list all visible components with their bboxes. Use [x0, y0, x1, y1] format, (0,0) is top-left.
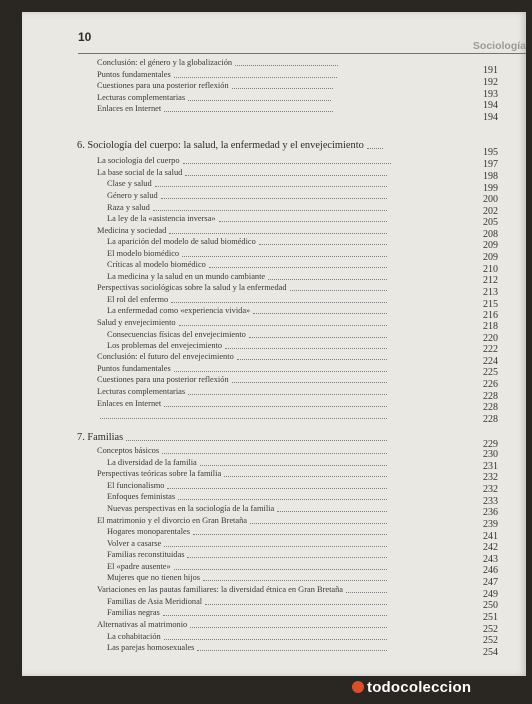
toc-entry — [107, 202, 387, 213]
toc-label: Conclusión: el futuro del envejecimiento — [97, 352, 234, 361]
toc-label: 7. Familias — [77, 432, 124, 443]
leader-dots — [277, 511, 387, 512]
toc-label: La medicina y la salud en un mundo cambiante — [107, 272, 266, 281]
toc-entry — [107, 329, 387, 340]
toc-page-number: 191 — [483, 65, 498, 76]
toc-label: Consecuencias físicas del envejecimiento — [107, 330, 246, 339]
toc-entry — [107, 294, 387, 305]
toc-page-number: 249 — [483, 589, 498, 600]
toc-page-number: 228 — [483, 414, 498, 425]
toc-page-number: 239 — [483, 519, 498, 530]
toc-page-number: 209 — [483, 240, 498, 251]
toc-label: Conclusión: el género y la globalización — [97, 58, 233, 67]
toc-label: Conceptos básicos — [97, 446, 160, 455]
leader-dots — [174, 569, 387, 570]
toc-page-number: 228 — [483, 391, 498, 402]
toc-entry — [107, 503, 387, 514]
leader-dots — [171, 302, 387, 303]
leader-dots — [187, 557, 387, 558]
toc-entry — [97, 69, 337, 80]
toc-label: Medicina y sociedad — [97, 226, 167, 235]
toc-label: Lecturas complementarias — [97, 93, 186, 102]
toc-page-number: 233 — [483, 496, 498, 507]
leader-dots — [203, 580, 387, 581]
leader-dots — [161, 198, 387, 199]
page-number: 10 — [78, 30, 92, 44]
toc-label: La enfermedad como «experiencia vivida» — [107, 306, 251, 315]
leader-dots — [200, 465, 387, 466]
toc-label: Enlaces en Internet — [97, 104, 162, 113]
toc-label: Cuestiones para una posterior reflexión — [97, 375, 229, 384]
toc-label: Perspectivas teóricas sobre la familia — [97, 469, 222, 478]
toc-entry — [107, 491, 387, 502]
toc-entry — [97, 103, 333, 114]
toc-label: Cuestiones para una posterior reflexión — [97, 81, 229, 90]
leader-dots — [164, 639, 387, 640]
toc-entry — [107, 213, 387, 224]
leader-dots — [253, 313, 387, 314]
toc-label: Género y salud — [107, 191, 158, 200]
leader-dots — [209, 267, 387, 268]
toc-label: Familias reconstituidas — [107, 550, 185, 559]
toc-page-number: 197 — [483, 159, 498, 170]
toc-entry — [97, 363, 387, 374]
toc-label: Nuevas perspectivas en la sociología de la familia — [107, 504, 275, 513]
leader-dots — [190, 627, 387, 628]
toc-entry — [97, 92, 331, 103]
leader-dots — [164, 406, 387, 407]
toc-entry — [107, 457, 387, 468]
toc-entry — [107, 642, 387, 653]
toc-label: 6. Sociología del cuerpo: la salud, la enfermedad y el envejecimiento — [77, 140, 364, 151]
leader-dots — [169, 233, 387, 234]
toc-entry — [97, 468, 387, 479]
toc-label: Mujeres que no tienen hijos — [107, 573, 201, 582]
toc-label: La cohabitación — [107, 632, 161, 641]
toc-page-number: 232 — [483, 472, 498, 483]
leader-dots — [205, 604, 387, 605]
toc-page-number: 215 — [483, 299, 498, 310]
toc-page-number: 193 — [483, 89, 498, 100]
leader-dots — [174, 371, 387, 372]
toc-page-number: 213 — [483, 287, 498, 298]
toc-page-number: 230 — [483, 449, 498, 460]
leader-dots — [188, 100, 331, 101]
watermark-logo — [352, 679, 471, 696]
toc-page-number: 254 — [483, 647, 498, 658]
toc-chapter — [77, 432, 387, 443]
leader-dots — [232, 88, 333, 89]
toc-page-number: 220 — [483, 333, 498, 344]
toc-page-number: 195 — [483, 147, 498, 158]
toc-entry — [107, 271, 387, 282]
toc-entry — [107, 607, 387, 618]
toc-label: Hogares monoparentales — [107, 527, 191, 536]
toc-label: Familias negras — [107, 608, 160, 617]
toc-page-number: 212 — [483, 275, 498, 286]
leader-dots — [126, 440, 387, 441]
toc-entry — [97, 225, 387, 236]
toc-label: Variaciones en las pautas familiares: la diversidad étnica en Gran Bretaña — [97, 585, 344, 594]
toc-label: Lecturas complementarias — [97, 387, 186, 396]
leader-dots — [290, 290, 387, 291]
toc-label: Salud y envejecimiento — [97, 318, 176, 327]
toc-label: La diversidad de la familia — [107, 458, 197, 467]
leader-dots — [224, 476, 387, 477]
toc-entry — [97, 155, 391, 166]
toc-entry — [97, 398, 387, 409]
toc-entry — [97, 317, 387, 328]
toc-page-number: 241 — [483, 531, 498, 542]
toc-page-number: 202 — [483, 206, 498, 217]
toc-page-number: 210 — [483, 264, 498, 275]
toc-entry — [107, 248, 387, 259]
toc-label: Críticas al modelo biomédico — [107, 260, 206, 269]
toc-page-number: 208 — [483, 229, 498, 240]
toc-label: La sociología del cuerpo — [97, 156, 180, 165]
toc-page-number: 200 — [483, 194, 498, 205]
leader-dots — [153, 210, 387, 211]
toc-entry — [107, 526, 387, 537]
leader-dots — [167, 488, 387, 489]
toc-entry — [107, 572, 387, 583]
toc-label: La ley de la «asistencia inversa» — [107, 214, 216, 223]
toc-entry — [97, 445, 387, 456]
running-title: Sociología — [472, 40, 526, 52]
toc-label: Alternativas al matrimonio — [97, 620, 188, 629]
toc-entry — [107, 480, 387, 491]
leader-dots — [268, 279, 387, 280]
toc-entry — [107, 259, 387, 270]
toc-page-number: 247 — [483, 577, 498, 588]
leader-dots — [182, 256, 387, 257]
leader-dots — [164, 546, 387, 547]
toc-page-number: 222 — [483, 344, 498, 355]
leader-dots — [164, 111, 333, 112]
toc-label: Clase y salud — [107, 179, 152, 188]
leader-dots — [250, 523, 387, 524]
toc-label: Enfoques feministas — [107, 492, 176, 501]
leader-dots — [225, 348, 387, 349]
toc-page-number: 242 — [483, 542, 498, 553]
leader-dots — [219, 221, 387, 222]
toc-page-number: 252 — [483, 624, 498, 635]
toc-label: Las parejas homosexuales — [107, 643, 195, 652]
leader-dots — [237, 359, 387, 360]
toc-page-number: 192 — [483, 77, 498, 88]
toc-entry — [97, 515, 387, 526]
toc-page-number: 243 — [483, 554, 498, 565]
toc-page-number: 226 — [483, 379, 498, 390]
leader-dots — [346, 592, 387, 593]
toc-page-number: 231 — [483, 461, 498, 472]
toc-page-number: 224 — [483, 356, 498, 367]
toc-entry — [107, 596, 387, 607]
toc-label: Familias de Asia Meridional — [107, 597, 203, 606]
watermark-circle-icon — [352, 681, 364, 693]
toc-label: La aparición del modelo de salud biomédico — [107, 237, 256, 246]
toc-entry — [97, 386, 387, 397]
leader-dots — [162, 453, 387, 454]
leader-dots — [179, 325, 387, 326]
toc-entry — [97, 374, 387, 385]
toc-entry — [107, 631, 387, 642]
leader-dots — [155, 186, 387, 187]
toc-entry — [107, 340, 387, 351]
toc-page-number: 194 — [483, 100, 498, 111]
toc-label: El rol del enfermo — [107, 295, 169, 304]
leader-dots — [174, 77, 337, 78]
toc-label: El «padre ausente» — [107, 562, 171, 571]
leader-dots — [193, 534, 387, 535]
toc-page-number: 209 — [483, 252, 498, 263]
toc-chapter — [77, 140, 383, 151]
leader-dots — [178, 499, 387, 500]
toc-page-number: 198 — [483, 171, 498, 182]
toc-page-number: 246 — [483, 565, 498, 576]
toc-entry — [107, 236, 387, 247]
toc-page-number: 251 — [483, 612, 498, 623]
leader-dots — [235, 65, 338, 66]
toc-label: El modelo biomédico — [107, 249, 180, 258]
toc-entry — [97, 351, 387, 362]
toc-entry — [107, 305, 387, 316]
toc-page-number: 232 — [483, 484, 498, 495]
toc-entry — [97, 410, 387, 421]
toc-entry — [97, 282, 387, 293]
toc-label: Raza y salud — [107, 203, 150, 212]
toc-label: Puntos fundamentales — [97, 364, 171, 373]
toc-label: Enlaces en Internet — [97, 399, 162, 408]
leader-dots — [185, 175, 387, 176]
toc-label: El funcionalismo — [107, 481, 165, 490]
leader-dots — [100, 418, 387, 419]
toc-entry — [97, 167, 387, 178]
leader-dots — [232, 382, 387, 383]
toc-page-number: 228 — [483, 402, 498, 413]
toc-page-number: 252 — [483, 635, 498, 646]
leader-dots — [163, 615, 387, 616]
book-page — [22, 12, 526, 676]
toc-page-number: 194 — [483, 112, 498, 123]
toc-page-number: 236 — [483, 507, 498, 518]
toc-entry — [107, 538, 387, 549]
toc-label: El matrimonio y el divorcio en Gran Bretaña — [97, 516, 248, 525]
toc-label: Puntos fundamentales — [97, 70, 171, 79]
toc-label: Perspectivas sociológicas sobre la salud y la enfermedad — [97, 283, 287, 292]
toc-label: La base social de la salud — [97, 168, 183, 177]
leader-dots — [183, 163, 391, 164]
table-of-contents — [22, 12, 526, 676]
toc-page-number: 218 — [483, 321, 498, 332]
toc-entry — [107, 190, 387, 201]
leader-dots — [259, 244, 387, 245]
toc-label: Volver a casarse — [107, 539, 162, 548]
toc-entry — [107, 549, 387, 560]
toc-entry — [97, 619, 387, 630]
toc-entry — [107, 178, 387, 189]
toc-page-number: 229 — [483, 439, 498, 450]
leader-dots — [197, 650, 387, 651]
watermark-text: todocoleccion — [367, 679, 472, 696]
toc-page-number: 216 — [483, 310, 498, 321]
toc-page-number: 205 — [483, 217, 498, 228]
toc-entry — [97, 57, 338, 68]
leader-dots — [367, 148, 383, 149]
leader-dots — [188, 394, 387, 395]
toc-page-number: 199 — [483, 183, 498, 194]
toc-entry — [97, 80, 333, 91]
toc-entry — [107, 561, 387, 572]
toc-page-number: 225 — [483, 367, 498, 378]
leader-dots — [249, 337, 387, 338]
toc-page-number: 250 — [483, 600, 498, 611]
toc-entry — [97, 584, 387, 595]
toc-label: Los problemas del envejecimiento — [107, 341, 223, 350]
